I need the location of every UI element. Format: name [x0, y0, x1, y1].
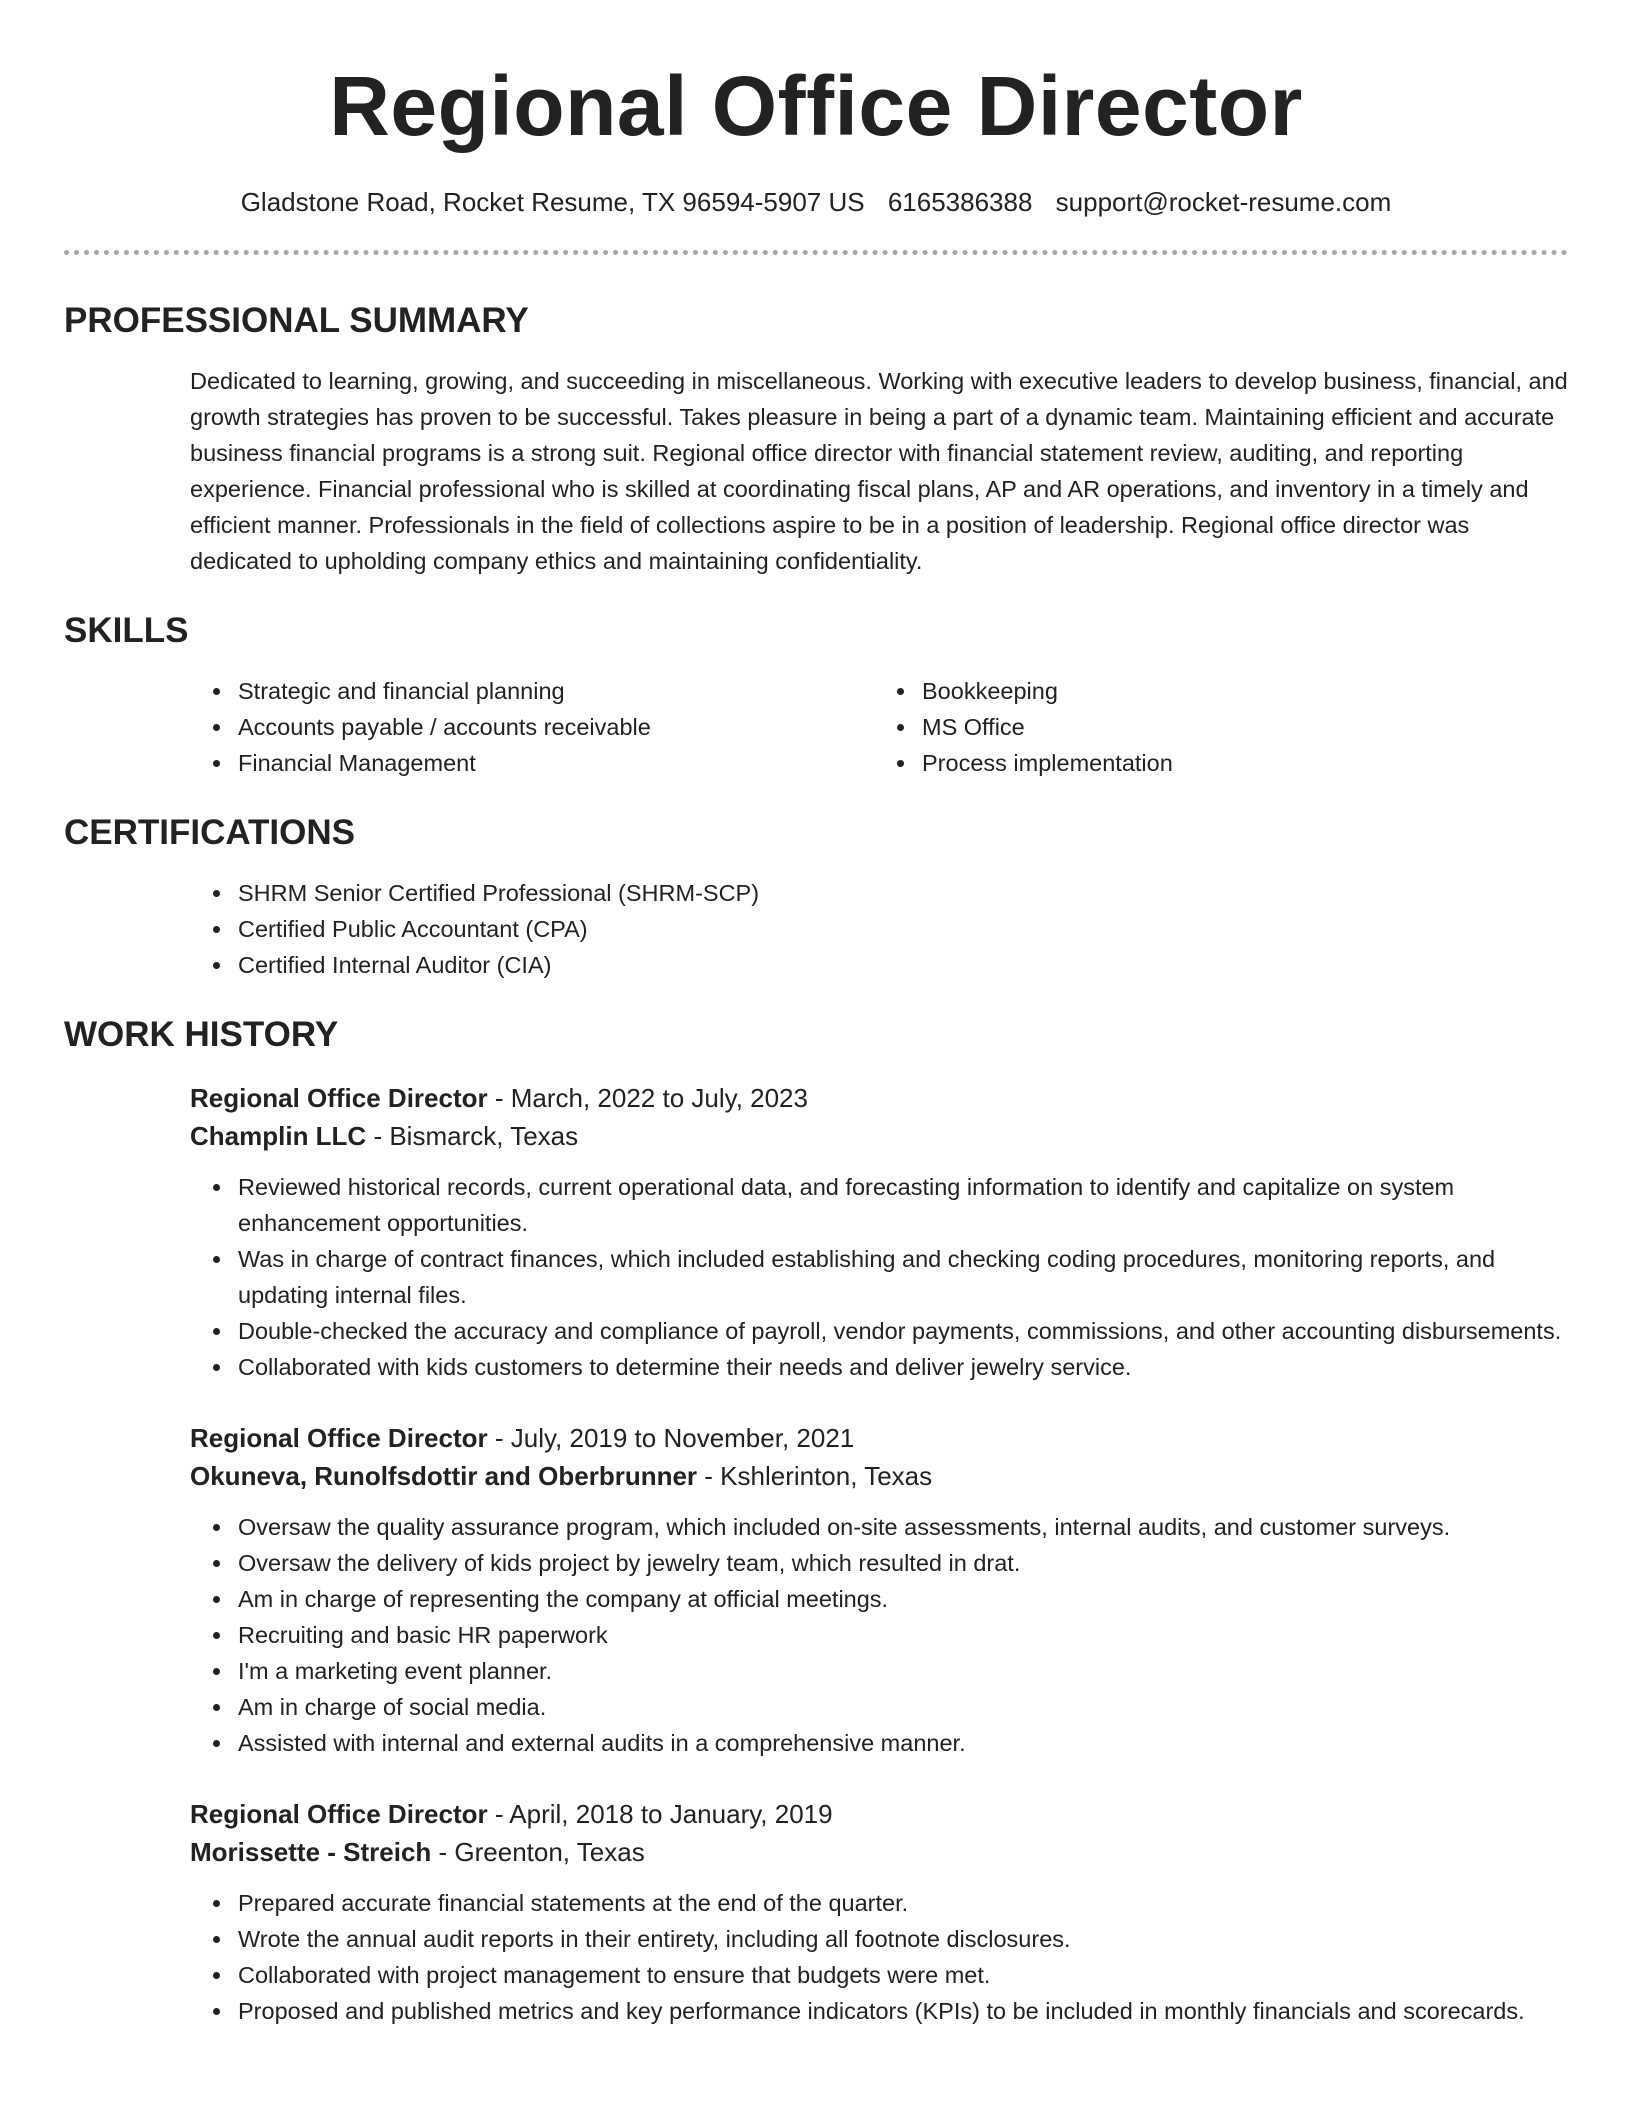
job-dates: - April, 2018 to January, 2019 [487, 1799, 833, 1829]
job-company: Champlin LLC [190, 1121, 367, 1151]
skill-item: • Financial Management [234, 745, 744, 781]
job-entry [190, 1795, 1568, 2029]
skill-item: • Strategic and financial planning [234, 673, 744, 709]
job-bullet: • Collaborated with kids customers to determine their needs and deliver jewelry service. [234, 1349, 1568, 1385]
job-role-line [190, 1419, 1568, 1457]
job-role: Regional Office Director [190, 1083, 488, 1113]
job-bullet: • Am in charge of social media. [234, 1689, 1568, 1725]
job-entry [190, 1419, 1568, 1761]
job-bullet: • Oversaw the quality assurance program, which included on-site assessments, internal audits, and customer surveys. [234, 1509, 1568, 1545]
job-dates: - July, 2019 to November, 2021 [487, 1423, 855, 1453]
job-dates: - March, 2022 to July, 2023 [487, 1083, 808, 1113]
summary-text: Dedicated to learning, growing, and succeeding in miscellaneous. Working with executive leaders to develop business, financial, and growth strategies has proven to be successful. Takes pleasure in being a part of a dynamic team. Maintaining efficient and accurate business financial programs is a strong suit. Regional office director with financial statement review, auditing, and reporting experience. Financial professional who is skilled at coordinating fiscal plans, AP and AR operations, and inventory in a timely and efficient manner. Professionals in the field of collections aspire to be in a position of leadership. Regional office director was dedicated to upholding company ethics and maintaining confidentiality. [190, 368, 1568, 574]
job-location: - Greenton, Texas [431, 1837, 645, 1867]
skill-item: • Accounts payable / accounts receivable [234, 709, 744, 745]
job-role-line [190, 1079, 1568, 1117]
job-bullet: • Recruiting and basic HR paperwork [234, 1617, 1568, 1653]
job-bullet: • Oversaw the delivery of kids project by jewelry team, which resulted in drat. [234, 1545, 1568, 1581]
job-bullet: • Double-checked the accuracy and compliance of payroll, vendor payments, commissions, and other accounting disbursements. [234, 1313, 1568, 1349]
job-company: Morissette - Streich [190, 1837, 432, 1867]
skills-column-2 [744, 673, 1173, 781]
job-role-line [190, 1795, 1568, 1833]
job-company-line [190, 1457, 1568, 1495]
job-bullets [190, 1169, 1568, 1385]
job-location: - Kshlerinton, Texas [697, 1461, 933, 1491]
header-divider [64, 250, 1568, 255]
job-bullet: • I'm a marketing event planner. [234, 1653, 1568, 1689]
job-role: Regional Office Director [190, 1423, 488, 1453]
skill-item: • Process implementation [918, 745, 1173, 781]
contact-email: support@rocket-resume.com [1055, 187, 1392, 217]
job-entry [190, 1079, 1568, 1385]
job-company-line [190, 1833, 1568, 1871]
certifications-list [64, 875, 1568, 983]
certifications-title: CERTIFICATIONS [64, 813, 356, 852]
job-bullet: • Wrote the annual audit reports in their entirety, including all footnote disclosures. [234, 1921, 1568, 1957]
job-bullet: • Reviewed historical records, current operational data, and forecasting information to identify and capitalize on system enhancement opportunities. [234, 1169, 1568, 1241]
certification-item: • Certified Internal Auditor (CIA) [234, 947, 1568, 983]
contact-phone: 6165386388 [887, 187, 1033, 217]
job-company: Okuneva, Runolfsdottir and Oberbrunner [190, 1461, 698, 1491]
job-bullet: • Proposed and published metrics and key performance indicators (KPIs) to be included in monthly financials and scorecards. [234, 1993, 1568, 2029]
resume-name: Regional Office Director [329, 59, 1303, 153]
job-company-line [190, 1117, 1568, 1155]
job-location: - Bismarck, Texas [366, 1121, 579, 1151]
skills-title: SKILLS [64, 611, 189, 650]
job-bullets [190, 1509, 1568, 1761]
certification-item: • Certified Public Accountant (CPA) [234, 911, 1568, 947]
job-bullets [190, 1885, 1568, 2029]
summary-title: PROFESSIONAL SUMMARY [64, 301, 529, 340]
job-role: Regional Office Director [190, 1799, 488, 1829]
contact-line [64, 184, 1568, 220]
skill-item: • Bookkeeping [918, 673, 1173, 709]
certification-item: • SHRM Senior Certified Professional (SHRM-SCP) [234, 875, 1568, 911]
job-bullet: • Prepared accurate financial statements at the end of the quarter. [234, 1885, 1568, 1921]
contact-address: Gladstone Road, Rocket Resume, TX 96594-5907 US [240, 187, 865, 217]
skills-column-1 [64, 673, 744, 781]
job-bullet: • Collaborated with project management to ensure that budgets were met. [234, 1957, 1568, 1993]
job-bullet: • Was in charge of contract finances, which included establishing and checking coding procedures, monitoring reports, and updating internal files. [234, 1241, 1568, 1313]
job-bullet: • Am in charge of representing the company at official meetings. [234, 1581, 1568, 1617]
work-history-title: WORK HISTORY [64, 1015, 339, 1054]
skills-list [64, 673, 1568, 781]
job-bullet: • Assisted with internal and external audits in a comprehensive manner. [234, 1725, 1568, 1761]
skill-item: • MS Office [918, 709, 1173, 745]
